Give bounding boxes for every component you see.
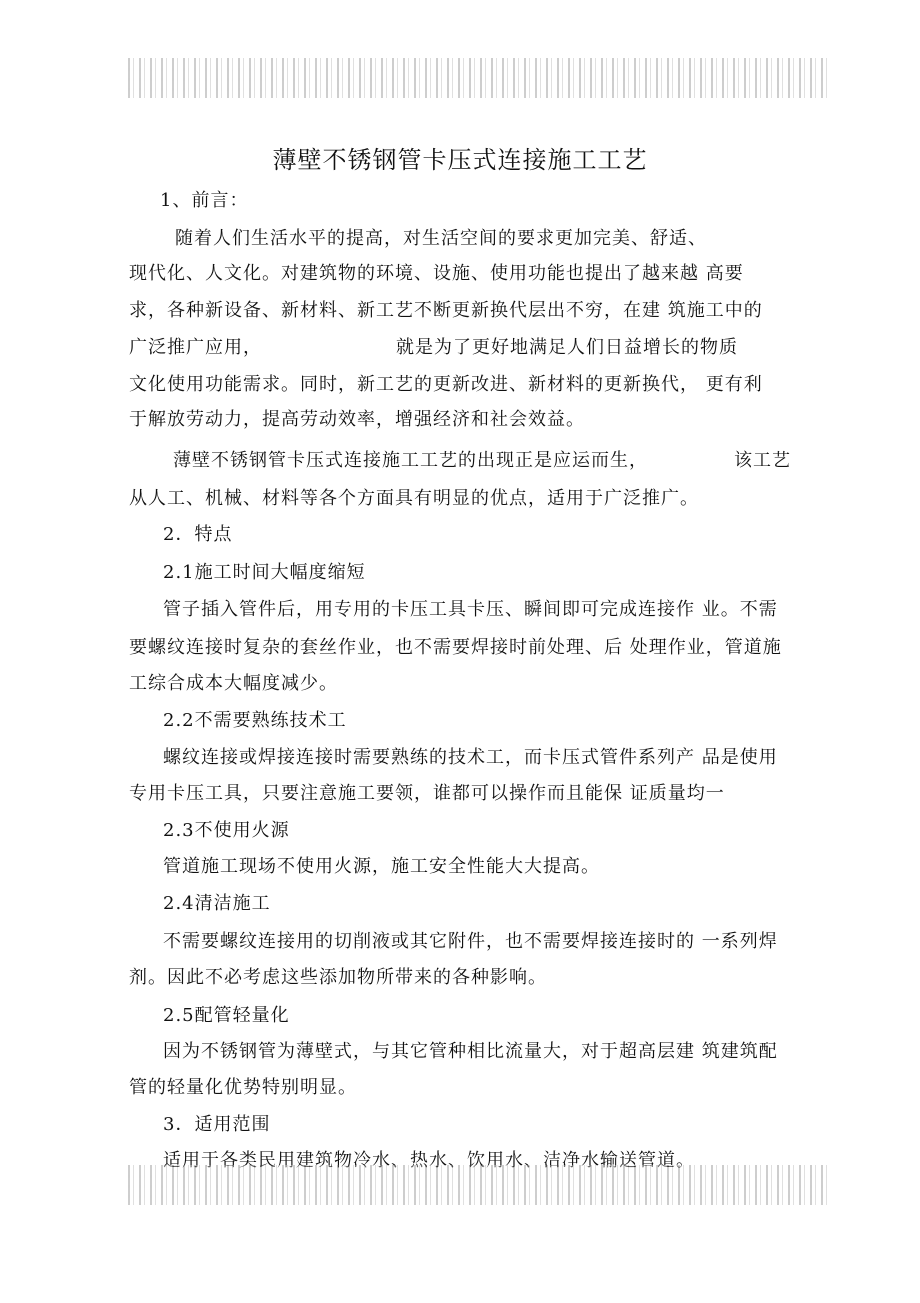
subsection-heading: 2.3不使用火源 [163,820,290,841]
paragraph-line: 该工艺 [734,450,791,471]
paragraph-line: 从人工、机械、材料等各个方面具有明显的优点，适用于广泛推广。 [129,488,699,509]
section-heading: 1、前言： [160,190,249,211]
paragraph-line: 管道施工现场不使用火源，施工安全性能大大提高。 [163,856,600,877]
header-noise [128,58,828,98]
subsection-heading: 2.5配管轻量化 [163,1005,290,1026]
paragraph-line: 工综合成本大幅度减少。 [129,673,338,694]
paragraph-line: 现代化、人文化。对建筑物的环境、设施、使用功能也提出了越来越 高要 [129,263,744,284]
paragraph-line: 管的轻量化优势特别明显。 [129,1077,357,1098]
paragraph-line: 就是为了更好地满足人们日益增长的物质 [396,337,738,358]
paragraph-line: 文化使用功能需求。同时，新工艺的更新改进、新材料的更新换代， 更有利 [129,374,763,395]
subsection-heading: 2.4清洁施工 [163,893,271,914]
paragraph-line: 因为不锈钢管为薄壁式，与其它管种相比流量大，对于超高层建 筑建筑配 [163,1041,778,1062]
page-title: 薄壁不锈钢管卡压式连接施工工艺 [272,146,648,174]
paragraph-line: 不需要螺纹连接用的切削液或其它附件，也不需要焊接连接时的 一系列焊 [163,931,778,952]
footer-noise [128,1165,828,1205]
paragraph-line: 求，各种新设备、新材料、新工艺不断更新换代层出不穷，在建 筑施工中的 [129,300,763,321]
paragraph-line: 于解放劳动力，提高劳动效率，增强经济和社会效益。 [129,409,585,430]
paragraph-line: 管子插入管件后，用专用的卡压工具卡压、瞬间即可完成连接作 业。不需 [163,599,778,620]
paragraph-line: 专用卡压工具，只要注意施工要领，谁都可以操作而且能保 证质量均一 [129,783,725,804]
section-heading: 3．适用范围 [163,1114,271,1135]
paragraph-line: 广泛推广应用， [129,337,262,358]
paragraph-line: 随着人们生活水平的提高，对生活空间的要求更加完美、舒适、 [175,228,707,249]
section-heading: 2．特点 [163,524,233,545]
paragraph-line: 薄壁不锈钢管卡压式连接施工工艺的出现正是应运而生， [173,450,648,471]
paragraph-line: 要螺纹连接时复杂的套丝作业，也不需要焊接时前处理、后 处理作业，管道施 [129,637,782,658]
subsection-heading: 2.2不需要熟练技术工 [163,710,347,731]
paragraph-line: 螺纹连接或焊接连接时需要熟练的技术工，而卡压式管件系列产 品是使用 [163,747,778,768]
subsection-heading: 2.1施工时间大幅度缩短 [163,562,366,583]
paragraph-line: 适用于各类民用建筑物冷水、热水、饮用水、洁净水输送管道。 [163,1150,695,1171]
paragraph-line: 剂。因此不必考虑这些添加物所带来的各种影响。 [129,967,547,988]
